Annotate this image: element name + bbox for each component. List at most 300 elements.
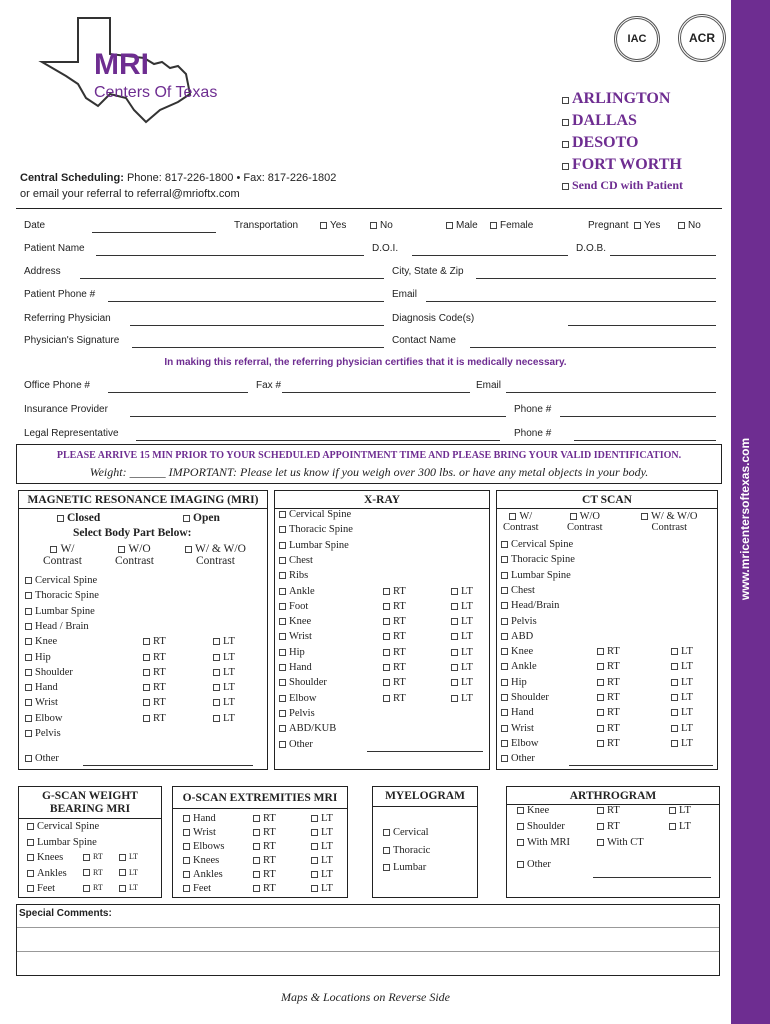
- ct-part-elbow[interactable]: Elbow: [501, 738, 538, 749]
- xray-rt-foot[interactable]: RT: [383, 601, 406, 612]
- xray-lt-ankle[interactable]: LT: [451, 586, 473, 597]
- mri-section: [18, 490, 268, 770]
- xray-lt-shoulder[interactable]: LT: [451, 677, 473, 688]
- checkbox-icon: [253, 857, 260, 864]
- arthrogram-knee-lt[interactable]: LT: [669, 805, 691, 816]
- checkbox-icon: [25, 638, 32, 645]
- gscan-lt-ankles[interactable]: LT: [119, 868, 138, 877]
- checkbox-icon: [279, 649, 286, 656]
- checkbox-icon: [27, 823, 34, 830]
- checkbox-icon: [213, 699, 220, 706]
- checkbox-icon: [383, 864, 390, 871]
- arthrogram-title: ARTHROGRAM: [507, 790, 719, 805]
- checkbox-icon: [119, 854, 126, 861]
- diagnosis-field[interactable]: [568, 325, 716, 326]
- xray-rt-ankle[interactable]: RT: [383, 586, 406, 597]
- checkbox-icon: [25, 654, 32, 661]
- oscan-lt-elbows[interactable]: LT: [311, 841, 333, 852]
- mri-part-head-brain[interactable]: Head / Brain: [25, 621, 89, 632]
- xray-part-ankle[interactable]: Ankle: [279, 586, 315, 597]
- checkbox-icon: [279, 664, 286, 671]
- arthrogram-part-other[interactable]: Other: [517, 859, 551, 870]
- xray-part-shoulder[interactable]: Shoulder: [279, 677, 327, 688]
- xray-rt-hand[interactable]: RT: [383, 662, 406, 673]
- ct-rt-wrist[interactable]: RT: [597, 723, 620, 734]
- ct-other-field[interactable]: [569, 765, 713, 766]
- pregnant-label: Pregnant: [588, 220, 629, 231]
- checkbox-icon: [183, 885, 190, 892]
- checkbox-icon: [253, 815, 260, 822]
- gscan-part-cervical-spine[interactable]: Cervical Spine: [27, 821, 99, 832]
- weight-notice: Weight: ______ IMPORTANT: Please let us know if you weigh over 300 lbs. or have any metal objects in your body.: [89, 465, 649, 479]
- mri-wwo-contrast[interactable]: W/ & W/O Contrast: [185, 543, 246, 567]
- checkbox-icon: [183, 857, 190, 864]
- oscan-lt-wrist[interactable]: LT: [311, 827, 333, 838]
- oscan-part-wrist[interactable]: Wrist: [183, 827, 216, 838]
- checkbox-icon: [501, 572, 508, 579]
- arthrogram-with-ct[interactable]: With CT: [597, 837, 644, 848]
- oscan-lt-knees[interactable]: LT: [311, 855, 333, 866]
- xray-lt-wrist[interactable]: LT: [451, 631, 473, 642]
- mri-open[interactable]: Open: [183, 512, 220, 524]
- ct-rt-hip[interactable]: RT: [597, 677, 620, 688]
- mri-select-label: Select Body Part Below:: [73, 527, 192, 539]
- xray-part-wrist[interactable]: Wrist: [279, 631, 312, 642]
- send-cd-option[interactable]: Send CD with Patient: [562, 178, 683, 198]
- checkbox-icon: [451, 695, 458, 702]
- xray-rt-knee[interactable]: RT: [383, 616, 406, 627]
- checkbox-icon: [27, 839, 34, 846]
- legal-rep-field[interactable]: [136, 440, 500, 441]
- checkbox-icon: [213, 638, 220, 645]
- xray-part-lumbar-spine[interactable]: Lumbar Spine: [279, 540, 349, 551]
- ct-lt-ankle[interactable]: LT: [671, 661, 693, 672]
- transport-yes[interactable]: Yes: [320, 220, 346, 231]
- ct-part-ankle[interactable]: Ankle: [501, 661, 537, 672]
- xray-title: X-RAY: [275, 494, 489, 509]
- gscan-title: G-SCAN WEIGHT BEARING MRI: [19, 790, 161, 819]
- signature-field[interactable]: [132, 347, 384, 348]
- checkbox-icon: [119, 869, 126, 876]
- location-dallas[interactable]: DALLAS: [562, 112, 683, 134]
- ct-part-cervical-spine[interactable]: Cervical Spine: [501, 539, 573, 550]
- xray-part-foot[interactable]: Foot: [279, 601, 308, 612]
- acr-badge: [678, 14, 726, 62]
- date-label: Date: [24, 220, 46, 231]
- checkbox-icon: [597, 709, 604, 716]
- mri-lt-hip[interactable]: LT: [213, 652, 235, 663]
- checkbox-icon: [501, 694, 508, 701]
- ct-part-pelvis[interactable]: Pelvis: [501, 616, 537, 627]
- mri-part-hip[interactable]: Hip: [25, 652, 51, 663]
- xray-lt-knee[interactable]: LT: [451, 616, 473, 627]
- checkbox-icon: [671, 663, 678, 670]
- ct-part-wrist[interactable]: Wrist: [501, 723, 534, 734]
- ct-rt-ankle[interactable]: RT: [597, 661, 620, 672]
- gscan-rt-feet[interactable]: RT: [83, 883, 103, 892]
- arthrogram-section: [506, 786, 720, 898]
- checkbox-icon: [671, 709, 678, 716]
- checkbox-icon: [501, 709, 508, 716]
- mri-part-pelvis[interactable]: Pelvis: [25, 728, 61, 739]
- myelogram-part-lumbar[interactable]: Lumbar: [383, 862, 426, 873]
- checkbox-icon: [501, 755, 508, 762]
- diagnosis-label: Diagnosis Code(s): [392, 313, 475, 324]
- oscan-lt-hand[interactable]: LT: [311, 813, 333, 824]
- mri-rt-wrist[interactable]: RT: [143, 697, 166, 708]
- mri-rt-hand[interactable]: RT: [143, 682, 166, 693]
- ct-lt-hand[interactable]: LT: [671, 707, 693, 718]
- xray-part-hand[interactable]: Hand: [279, 662, 312, 673]
- ct-lt-shoulder[interactable]: LT: [671, 692, 693, 703]
- ct-part-head-brain[interactable]: Head/Brain: [501, 600, 559, 611]
- xray-part-cervical-spine[interactable]: Cervical Spine: [279, 509, 351, 520]
- mri-part-cervical-spine[interactable]: Cervical Spine: [25, 575, 97, 586]
- checkbox-icon: [83, 854, 90, 861]
- checkbox-icon: [311, 871, 318, 878]
- arthrogram-part-with-mri[interactable]: With MRI: [517, 837, 570, 848]
- xray-part-knee[interactable]: Knee: [279, 616, 311, 627]
- mri-closed[interactable]: Closed: [57, 512, 100, 524]
- xray-lt-elbow[interactable]: LT: [451, 693, 473, 704]
- xray-lt-hand[interactable]: LT: [451, 662, 473, 673]
- checkbox-icon: [25, 684, 32, 691]
- mri-part-other[interactable]: Other: [25, 753, 59, 764]
- checkbox-icon: [517, 861, 524, 868]
- mri-part-hand[interactable]: Hand: [25, 682, 58, 693]
- mri-lt-shoulder[interactable]: LT: [213, 667, 235, 678]
- patient-name-field[interactable]: [96, 255, 364, 256]
- xray-part-hip[interactable]: Hip: [279, 647, 305, 658]
- legal-phone-label: Phone #: [514, 428, 552, 439]
- oscan-rt-feet[interactable]: RT: [253, 883, 276, 894]
- checkbox-icon: [311, 829, 318, 836]
- xray-section: [274, 490, 490, 770]
- patient-phone-label: Patient Phone #: [24, 289, 96, 300]
- arrive-notice: PLEASE ARRIVE 15 MIN PRIOR TO YOUR SCHEDULED APPOINTMENT TIME AND PLEASE BRING YOUR VALID IDENTIFICATION.: [56, 450, 682, 461]
- checkbox-icon: [143, 684, 150, 691]
- checkbox-icon: [501, 587, 508, 594]
- form-top-rule: [16, 208, 722, 209]
- ct-rt-elbow[interactable]: RT: [597, 738, 620, 749]
- oscan-rt-hand[interactable]: RT: [253, 813, 276, 824]
- checkbox-icon: [597, 823, 604, 830]
- gscan-part-lumbar-spine[interactable]: Lumbar Spine: [27, 837, 97, 848]
- checkbox-icon: [143, 638, 150, 645]
- oscan-lt-ankles[interactable]: LT: [311, 869, 333, 880]
- checkbox-icon: [451, 679, 458, 686]
- doi-field[interactable]: [412, 255, 568, 256]
- sex-male[interactable]: Male: [446, 220, 478, 231]
- dob-label: D.O.B.: [576, 243, 607, 254]
- checkbox-icon: [669, 823, 676, 830]
- checkbox-icon: [143, 669, 150, 676]
- ct-wwo-contrast[interactable]: W/ & W/O Contrast: [641, 511, 697, 533]
- checkbox-icon: [451, 664, 458, 671]
- checkbox-icon: [213, 684, 220, 691]
- xray-lt-hip[interactable]: LT: [451, 647, 473, 658]
- locations: [562, 90, 683, 198]
- mri-lt-elbow[interactable]: LT: [213, 713, 235, 724]
- ct-part-lumbar-spine[interactable]: Lumbar Spine: [501, 570, 571, 581]
- checkbox-icon: [279, 572, 286, 579]
- xray-part-chest[interactable]: Chest: [279, 555, 313, 566]
- checkbox-icon: [383, 603, 390, 610]
- ct-part-knee[interactable]: Knee: [501, 646, 533, 657]
- checkbox-icon: [451, 633, 458, 640]
- checkbox-icon: [597, 648, 604, 655]
- checkbox-icon: [597, 807, 604, 814]
- city-field[interactable]: [476, 278, 716, 279]
- city-label: City, State & Zip: [392, 266, 464, 277]
- checkbox-icon: [597, 694, 604, 701]
- contact-name-label: Contact Name: [392, 335, 456, 346]
- gscan-rt-knees[interactable]: RT: [83, 852, 103, 861]
- ct-part-hip[interactable]: Hip: [501, 677, 527, 688]
- arthrogram-other-field[interactable]: [593, 877, 711, 878]
- address-label: Address: [24, 266, 61, 277]
- mri-rt-elbow[interactable]: RT: [143, 713, 166, 724]
- dob-field[interactable]: [610, 255, 716, 256]
- checkbox-icon: [253, 871, 260, 878]
- checkbox-icon: [253, 885, 260, 892]
- checkbox-icon: [451, 618, 458, 625]
- ct-wo-contrast[interactable]: W/O Contrast: [567, 511, 603, 533]
- patient-name-label: Patient Name: [24, 243, 85, 254]
- oscan-part-ankles[interactable]: Ankles: [183, 869, 223, 880]
- xray-rt-elbow[interactable]: RT: [383, 693, 406, 704]
- checkbox-icon: [383, 679, 390, 686]
- ct-lt-knee[interactable]: LT: [671, 646, 693, 657]
- xray-part-pelvis[interactable]: Pelvis: [279, 708, 315, 719]
- checkbox-icon: [279, 741, 286, 748]
- notice-box: [16, 444, 722, 484]
- ct-part-hand[interactable]: Hand: [501, 707, 534, 718]
- xray-rt-hip[interactable]: RT: [383, 647, 406, 658]
- transport-no[interactable]: No: [370, 220, 393, 231]
- comments-line-2[interactable]: [17, 951, 719, 952]
- ct-part-shoulder[interactable]: Shoulder: [501, 692, 549, 703]
- checkbox-icon: [597, 725, 604, 732]
- checkbox-icon: [383, 847, 390, 854]
- patient-phone-field[interactable]: [108, 301, 384, 302]
- checkbox-icon: [279, 710, 286, 717]
- oscan-part-knees[interactable]: Knees: [183, 855, 219, 866]
- mri-part-knee[interactable]: Knee: [25, 636, 57, 647]
- oscan-rt-knees[interactable]: RT: [253, 855, 276, 866]
- checkbox-icon: [25, 715, 32, 722]
- ct-rt-hand[interactable]: RT: [597, 707, 620, 718]
- iac-badge: [614, 16, 660, 62]
- checkbox-icon: [671, 648, 678, 655]
- checkbox-icon: [501, 663, 508, 670]
- mri-w-contrast[interactable]: W/ Contrast: [43, 543, 82, 567]
- gscan-lt-knees[interactable]: LT: [119, 852, 138, 861]
- arthrogram-part-knee[interactable]: Knee: [517, 805, 549, 816]
- contact-name-field[interactable]: [470, 347, 716, 348]
- mri-lt-knee[interactable]: LT: [213, 636, 235, 647]
- ct-lt-elbow[interactable]: LT: [671, 738, 693, 749]
- checkbox-icon: [279, 679, 286, 686]
- checkbox-icon: [253, 829, 260, 836]
- comments-line-1[interactable]: [17, 927, 719, 928]
- xray-part-ribs[interactable]: Ribs: [279, 570, 308, 581]
- insurance-label: Insurance Provider: [24, 404, 108, 415]
- mri-part-elbow[interactable]: Elbow: [25, 713, 62, 724]
- mri-wo-contrast[interactable]: W/O Contrast: [115, 543, 154, 567]
- checkbox-icon: [25, 755, 32, 762]
- office-phone-label: Office Phone #: [24, 380, 90, 391]
- ct-rt-knee[interactable]: RT: [597, 646, 620, 657]
- oscan-part-elbows[interactable]: Elbows: [183, 841, 225, 852]
- location-desoto[interactable]: DESOTO: [562, 134, 683, 156]
- mri-rt-hip[interactable]: RT: [143, 652, 166, 663]
- checkbox-icon: [501, 618, 508, 625]
- checkbox-icon: [25, 577, 32, 584]
- arthrogram-shoulder-rt[interactable]: RT: [597, 821, 620, 832]
- checkbox-icon: [25, 669, 32, 676]
- checkbox-icon: [27, 885, 34, 892]
- checkbox-icon: [451, 588, 458, 595]
- arthrogram-knee-rt[interactable]: RT: [597, 805, 620, 816]
- checkbox-icon: [671, 694, 678, 701]
- xray-rt-wrist[interactable]: RT: [383, 631, 406, 642]
- pregnant-yes[interactable]: Yes: [634, 220, 660, 231]
- ct-title: CT SCAN: [497, 494, 717, 509]
- checkbox-icon: [83, 869, 90, 876]
- checkbox-icon: [279, 557, 286, 564]
- mri-lt-hand[interactable]: LT: [213, 682, 235, 693]
- checkbox-icon: [383, 664, 390, 671]
- mri-part-lumbar-spine[interactable]: Lumbar Spine: [25, 606, 95, 617]
- oscan-rt-wrist[interactable]: RT: [253, 827, 276, 838]
- ct-section: [496, 490, 718, 770]
- myelogram-title: MYELOGRAM: [373, 790, 477, 807]
- checkbox-icon: [25, 608, 32, 615]
- side-url-bar: [731, 0, 770, 1024]
- fax-field[interactable]: [282, 392, 470, 393]
- legal-rep-label: Legal Representative: [24, 428, 119, 439]
- oscan-part-hand[interactable]: Hand: [183, 813, 216, 824]
- mri-part-shoulder[interactable]: Shoulder: [25, 667, 73, 678]
- ct-lt-wrist[interactable]: LT: [671, 723, 693, 734]
- checkbox-icon: [383, 695, 390, 702]
- gscan-part-knees[interactable]: Knees: [27, 852, 63, 863]
- sex-female[interactable]: Female: [490, 220, 533, 231]
- email2-label: Email: [476, 380, 502, 391]
- location-arlington[interactable]: ARLINGTON: [562, 90, 683, 112]
- checkbox-icon: [501, 679, 508, 686]
- location-fort-worth[interactable]: FORT WORTH: [562, 156, 683, 178]
- address-field[interactable]: [80, 278, 384, 279]
- xray-part-other[interactable]: Other: [279, 739, 313, 750]
- mri-title: MAGNETIC RESONANCE IMAGING (MRI): [19, 494, 267, 509]
- referring-physician-field[interactable]: [130, 325, 384, 326]
- gscan-part-feet[interactable]: Feet: [27, 883, 55, 894]
- ct-part-other[interactable]: Other: [501, 753, 535, 764]
- oscan-rt-elbows[interactable]: RT: [253, 841, 276, 852]
- legal-phone-field[interactable]: [574, 440, 716, 441]
- myelogram-part-thoracic[interactable]: Thoracic: [383, 845, 430, 856]
- checkbox-icon: [279, 542, 286, 549]
- gscan-rt-ankles[interactable]: RT: [83, 868, 103, 877]
- gscan-lt-feet[interactable]: LT: [119, 883, 138, 892]
- checkbox-icon: [671, 679, 678, 686]
- ct-w-contrast[interactable]: W/ Contrast: [503, 511, 539, 533]
- office-phone-field[interactable]: [108, 392, 248, 393]
- pregnant-no[interactable]: No: [678, 220, 701, 231]
- checkbox-icon: [279, 588, 286, 595]
- ct-rt-shoulder[interactable]: RT: [597, 692, 620, 703]
- ct-part-abd[interactable]: ABD: [501, 631, 533, 642]
- oscan-lt-feet[interactable]: LT: [311, 883, 333, 894]
- gscan-part-ankles[interactable]: Ankles: [27, 868, 67, 879]
- checkbox-icon: [517, 823, 524, 830]
- checkbox-icon: [501, 725, 508, 732]
- email-field[interactable]: [426, 301, 716, 302]
- xray-part-abd-kub[interactable]: ABD/KUB: [279, 723, 336, 734]
- checkbox-icon: [183, 843, 190, 850]
- checkbox-icon: [597, 663, 604, 670]
- ct-part-thoracic-spine[interactable]: Thoracic Spine: [501, 554, 575, 565]
- checkbox-icon: [183, 829, 190, 836]
- mri-rt-knee[interactable]: RT: [143, 636, 166, 647]
- xray-other-field[interactable]: [367, 751, 483, 752]
- checkbox-icon: [501, 740, 508, 747]
- date-field[interactable]: [92, 232, 216, 233]
- xray-part-thoracic-spine[interactable]: Thoracic Spine: [279, 524, 353, 535]
- comments-label: Special Comments:: [19, 908, 112, 919]
- checkbox-icon: [183, 871, 190, 878]
- arthrogram-shoulder-lt[interactable]: LT: [669, 821, 691, 832]
- xray-rt-shoulder[interactable]: RT: [383, 677, 406, 688]
- email-label: Email: [392, 289, 418, 300]
- checkbox-icon: [311, 857, 318, 864]
- mri-other-field[interactable]: [83, 765, 253, 766]
- mri-part-wrist[interactable]: Wrist: [25, 697, 58, 708]
- ct-lt-hip[interactable]: LT: [671, 677, 693, 688]
- email2-field[interactable]: [506, 392, 716, 393]
- checkbox-icon: [253, 843, 260, 850]
- oscan-rt-ankles[interactable]: RT: [253, 869, 276, 880]
- checkbox-icon: [279, 725, 286, 732]
- insurance-phone-field[interactable]: [560, 416, 716, 417]
- fax-label: Fax #: [256, 380, 282, 391]
- scheduling-email: or email your referral to referral@mrioftx.com: [20, 188, 240, 200]
- mri-lt-wrist[interactable]: LT: [213, 697, 235, 708]
- mri-part-thoracic-spine[interactable]: Thoracic Spine: [25, 590, 99, 601]
- myelogram-part-cervical[interactable]: Cervical: [383, 827, 429, 838]
- xray-part-elbow[interactable]: Elbow: [279, 693, 316, 704]
- xray-lt-foot[interactable]: LT: [451, 601, 473, 612]
- mri-rt-shoulder[interactable]: RT: [143, 667, 166, 678]
- ct-part-chest[interactable]: Chest: [501, 585, 535, 596]
- checkbox-icon: [279, 511, 286, 518]
- certify-text: In making this referral, the referring physician certifies that it is medically necessary.: [164, 357, 567, 368]
- checkbox-icon: [25, 623, 32, 630]
- side-url: www.mricentersoftexas.com: [738, 437, 752, 601]
- oscan-part-feet[interactable]: Feet: [183, 883, 211, 894]
- insurance-field[interactable]: [130, 416, 506, 417]
- checkbox-icon: [27, 854, 34, 861]
- checkbox-icon: [383, 829, 390, 836]
- comments-section: [16, 904, 720, 976]
- arthrogram-part-shoulder[interactable]: Shoulder: [517, 821, 565, 832]
- checkbox-icon: [27, 870, 34, 877]
- checkbox-icon: [143, 654, 150, 661]
- checkbox-icon: [501, 556, 508, 563]
- oscan-title: O-SCAN EXTREMITIES MRI: [173, 792, 347, 809]
